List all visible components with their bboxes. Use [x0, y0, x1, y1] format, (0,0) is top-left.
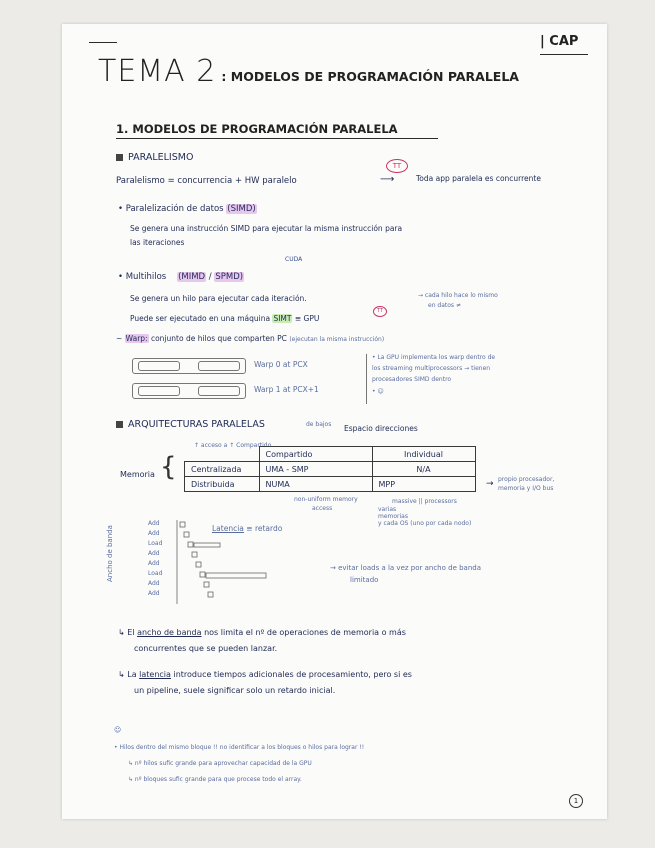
warp-desc: conjunto de hilos que comparten PC — [150, 334, 287, 343]
top-left-rule — [89, 42, 117, 43]
op-label: Add — [148, 520, 160, 527]
gpu-note-line4: • ☺ — [372, 388, 384, 395]
memoria-brace: { — [160, 452, 177, 482]
footer-mark: ☺ — [114, 726, 122, 734]
maquina-line — [130, 314, 319, 323]
mpp-note-line4: y cada OS (uno por cada nodo) — [378, 520, 472, 527]
latencia-note-rest: introduce tiempos adicionales de procesamiento, pero si es — [173, 670, 412, 679]
tt-small-badge — [373, 306, 387, 317]
multihilos-line: • Multihilos (MIMD / SPMD) — [118, 272, 244, 282]
latencia-note-term: latencia — [139, 670, 171, 679]
mpp-note-line3: memorias — [378, 513, 408, 520]
numa-note-line2: access — [312, 505, 333, 512]
warp0-label: Warp 0 at PCX — [254, 360, 308, 369]
gpu-note-line2: los streaming multiprocessors → tienen — [372, 365, 491, 372]
architecture-table — [184, 446, 476, 492]
op-label: Add — [148, 550, 160, 557]
footer-line3: ↳ nº bloques sufic grande para que procese todo el array. — [128, 776, 302, 783]
warp1-inner-right — [198, 386, 240, 396]
table-row — [185, 462, 476, 477]
multihilos-title: Multihilos — [125, 272, 167, 282]
tt-badge-text: TT — [392, 162, 402, 170]
footer-line2: ↳ nº hilos sufic grande para aprovechar capacidad de la GPU — [128, 760, 312, 767]
gpu-note-line3: procesadores SIMD dentro — [372, 376, 452, 383]
op-label: Add — [148, 530, 160, 537]
latencia-note-line2: un pipeline, suele significar solo un retardo inicial. — [134, 686, 336, 695]
right-note-line2: memoria y I/O bus — [498, 485, 554, 492]
mimd-tag: (MIMD — [178, 272, 206, 282]
latencia-label — [212, 524, 282, 533]
footer-line1: • Hilos dentro del mismo bloque !! no identificar a los bloques o hilos para lograr !! — [114, 744, 365, 751]
op-label: Add — [148, 560, 160, 567]
bullet-square-icon — [116, 421, 123, 428]
section-heading-text: 1. MODELOS DE PROGRAMACIÓN PARALELA — [116, 122, 398, 136]
bandwidth-axis-label: Ancho de banda — [106, 525, 114, 582]
paralelismo-heading-text: PARALELISMO — [128, 152, 194, 163]
tt-badge — [386, 159, 408, 173]
datos-desc-line1: Se genera una instrucción SIMD para ejecutar la misma instrucción para — [130, 224, 403, 233]
latency-ops — [148, 519, 176, 599]
latencia-word: Latencia — [212, 524, 244, 533]
numa-note-line1: non-uniform memory — [294, 496, 358, 503]
page-number-text: 1 — [573, 797, 579, 805]
title-rest: : MODELOS DE PROGRAMACIÓN PARALELA — [221, 69, 519, 84]
table-row-label: Centralizada — [185, 462, 260, 477]
header-rule — [540, 54, 588, 55]
op-label: Load — [148, 570, 163, 577]
espacio-direcciones: Espacio direcciones — [344, 424, 418, 433]
page-number — [569, 794, 583, 808]
latency-note-line1: → evitar loads a la vez por ancho de banda — [330, 564, 482, 572]
latency-note-line2: limitado — [350, 576, 379, 584]
paralelismo-equation: Paralelismo = concurrencia + HW paralelo — [116, 176, 297, 186]
hilo-note-line2: en datos ≠ — [428, 302, 461, 309]
op-label: Add — [148, 580, 160, 587]
warp-line: ~ Warp: conjunto de hilos que comparten PC (ejecutan la misma instrucción) — [116, 334, 385, 343]
page-title — [98, 54, 519, 89]
simd-tag: (SIMD) — [227, 204, 256, 214]
table-cell: MPP — [372, 477, 475, 492]
header-tag-text: CAP — [549, 34, 579, 49]
warp-word: Warp: — [125, 334, 148, 343]
ancho-note-term: ancho de banda — [137, 628, 202, 637]
spmd-tag: SPMD) — [215, 272, 244, 282]
table-header-cell: Individual — [372, 447, 475, 462]
notebook-page — [62, 24, 607, 819]
table-row-label: Distribuida — [185, 477, 260, 492]
right-note-line1: propio procesador, — [498, 476, 555, 483]
gpu-note-line1: • La GPU implementa los warp dentro de — [372, 354, 496, 361]
warp-paren: (ejecutan la misma instrucción) — [289, 336, 385, 343]
section-heading-underline — [116, 138, 438, 139]
warp1-inner-left — [138, 386, 180, 396]
table-cell: NUMA — [259, 477, 372, 492]
arrow-right-icon: ⟶ — [380, 174, 395, 185]
arquitecturas-heading-text: ARQUITECTURAS PARALELAS — [128, 419, 265, 430]
latencia-note-line1: ↳ La latencia introduce tiempos adicionales de procesamiento, pero si es — [118, 670, 412, 679]
hilo-desc: Se genera un hilo para ejecutar cada iteración. — [130, 294, 307, 303]
warp0-inner-left — [138, 361, 180, 371]
ancho-note-line1: ↳ El ancho de banda nos limita el nº de operaciones de memoria o más — [118, 628, 406, 637]
arrow-right-icon: → — [486, 479, 494, 489]
warp0-inner-right — [198, 361, 240, 371]
mpp-note-line1: massive || processors — [392, 498, 457, 505]
table-header-cell: Compartido — [259, 447, 372, 462]
datos-title: • Paralelización de datos (SIMD) — [118, 204, 256, 214]
ancho-note-rest: nos limita el nº de operaciones de memoria o más — [204, 628, 406, 637]
ancho-note-el: El — [127, 628, 135, 637]
warp1-label: Warp 1 at PCX+1 — [254, 385, 319, 394]
memoria-label: Memoria — [120, 470, 155, 479]
gpu-label: ≡ GPU — [294, 314, 320, 323]
table-header-cell — [185, 447, 260, 462]
table-header-row — [185, 447, 476, 462]
simt-tag: SIMT — [273, 314, 292, 323]
table-cell: UMA - SMP — [259, 462, 372, 477]
hilo-note-line1: → cada hilo hace lo mismo — [418, 292, 498, 299]
mpp-note-line2: varias — [378, 506, 397, 513]
retardo-word: ≡ retardo — [246, 524, 283, 533]
op-label: Add — [148, 590, 160, 597]
warp-divider — [366, 354, 367, 404]
header-tag: | CAP — [540, 34, 579, 49]
maquina-desc: Puede ser ejecutado en una máquina — [130, 314, 271, 323]
arquitecturas-heading — [116, 419, 265, 430]
tt-small-badge-text: TT — [376, 308, 384, 314]
de-bajos-note: de bajos — [306, 421, 332, 428]
datos-desc-line2: las iteraciones — [130, 238, 185, 247]
section-heading — [116, 122, 398, 136]
ancho-note-line2: concurrentes que se pueden lanzar. — [134, 644, 278, 653]
acceso-compartido-note: ↑ acceso a ↑ Compartido — [194, 442, 272, 449]
tt-note: Toda app paralela es concurrente — [416, 174, 541, 183]
datos-title-text: Paralelización de datos — [125, 204, 224, 214]
op-label: Load — [148, 540, 163, 547]
table-row — [185, 477, 476, 492]
title-main: TEMA 2 — [98, 54, 217, 89]
latencia-note-la: La — [127, 670, 137, 679]
table-cell: N/A — [372, 462, 475, 477]
cuda-label: CUDA — [285, 256, 303, 263]
bullet-square-icon — [116, 154, 123, 161]
paralelismo-heading — [116, 152, 193, 163]
